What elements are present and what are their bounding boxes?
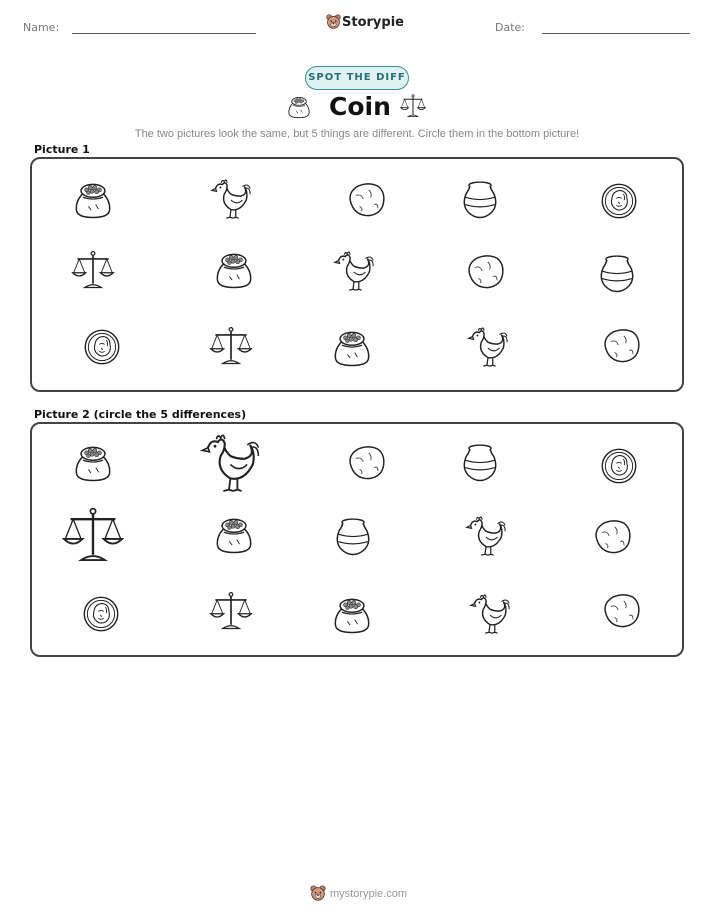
seed-sack-icon[interactable]	[329, 592, 375, 638]
clay-pot-icon[interactable]	[457, 440, 503, 486]
chicken-icon[interactable]	[465, 590, 513, 638]
spot-the-diff-badge: SPOT THE DIFF	[305, 66, 409, 90]
balance-scale-icon	[398, 92, 428, 120]
clay-pot-icon[interactable]	[330, 514, 376, 560]
chicken-icon[interactable]	[463, 323, 511, 371]
picture-2-title: Picture 2 (circle the 5 differences)	[34, 408, 247, 421]
bear-logo-icon	[309, 884, 327, 902]
rock-icon[interactable]	[598, 588, 644, 634]
seed-sack-icon[interactable]	[211, 512, 257, 558]
rock-icon[interactable]	[343, 177, 389, 223]
instructions: The two pictures look the same, but 5 things are different. Circle them in the bottom picture!	[134, 128, 580, 140]
seed-sack-icon[interactable]	[329, 325, 375, 371]
rock-icon[interactable]	[589, 514, 635, 560]
date-label: Date:	[495, 21, 525, 34]
balance-scale-icon[interactable]	[208, 588, 254, 634]
picture-1-title: Picture 1	[34, 143, 90, 156]
lion-coin-icon[interactable]	[597, 444, 641, 488]
name-line[interactable]	[72, 33, 256, 34]
picture-2-panel	[30, 422, 684, 657]
rock-icon[interactable]	[343, 440, 389, 486]
date-line[interactable]	[542, 33, 690, 34]
clay-pot-icon[interactable]	[457, 177, 503, 223]
seed-sack-icon	[284, 93, 314, 121]
lion-coin-icon[interactable]	[80, 325, 124, 369]
lion-coin-icon[interactable]	[597, 179, 641, 223]
name-label: Name:	[23, 21, 60, 34]
balance-scale-icon[interactable]	[70, 247, 116, 293]
footer-url[interactable]: mystorypie.com	[330, 888, 408, 900]
brand-name: Storypie	[342, 15, 404, 30]
chicken-icon[interactable]	[194, 428, 264, 498]
seed-sack-icon[interactable]	[211, 247, 257, 293]
chicken-icon[interactable]	[206, 175, 254, 223]
rock-icon[interactable]	[462, 249, 508, 295]
seed-sack-icon[interactable]	[70, 177, 116, 223]
chicken-icon[interactable]	[329, 247, 377, 295]
picture-1-panel	[30, 157, 684, 392]
bear-logo-icon	[325, 13, 342, 30]
clay-pot-icon[interactable]	[594, 251, 640, 297]
chicken-icon[interactable]	[461, 512, 509, 560]
seed-sack-icon[interactable]	[70, 440, 116, 486]
balance-scale-icon[interactable]	[208, 323, 254, 369]
rock-icon[interactable]	[598, 323, 644, 369]
lion-coin-icon[interactable]	[79, 592, 123, 636]
balance-scale-icon[interactable]	[60, 502, 126, 568]
page-title: Coin	[329, 92, 391, 121]
